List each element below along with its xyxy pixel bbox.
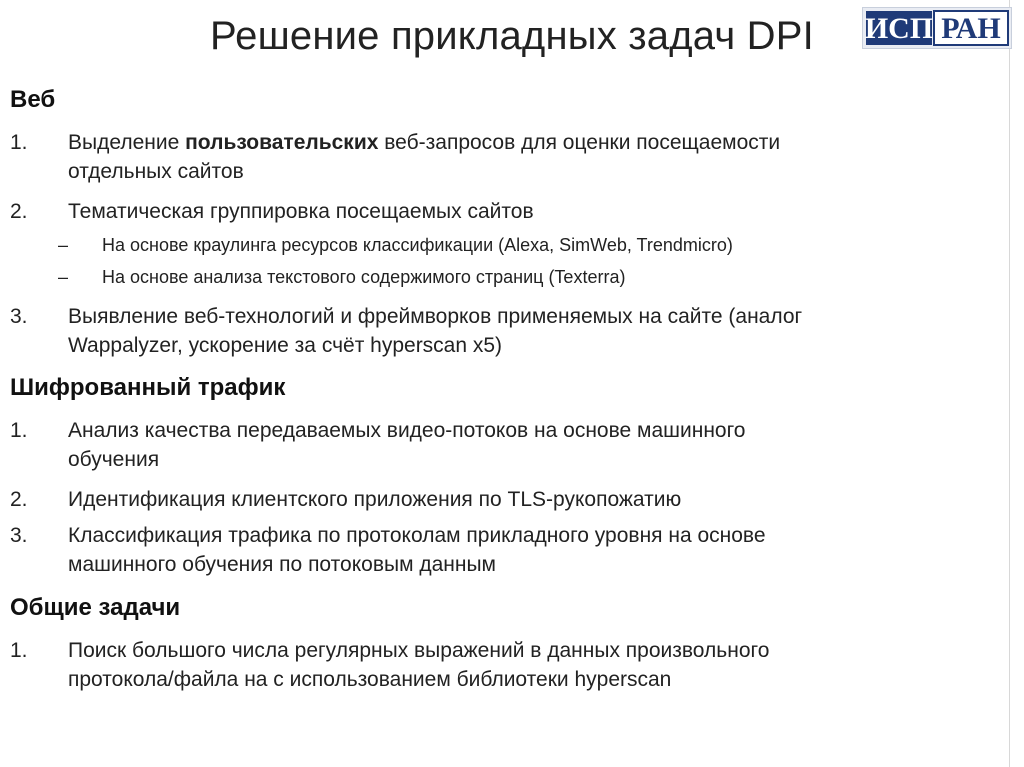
slide-title: Решение прикладных задач DPI bbox=[210, 14, 814, 58]
list-item bbox=[10, 485, 1000, 514]
item-number: 2. bbox=[10, 488, 28, 511]
list-item bbox=[10, 128, 1000, 186]
list-item bbox=[10, 521, 1000, 579]
item-number: 1. bbox=[10, 639, 28, 662]
sub-item-dash: – bbox=[58, 267, 69, 287]
section-heading-web: Веб bbox=[10, 86, 56, 113]
item-text: Выделение пользовательских веб-запросов для оценки посещаемости отдельных сайтов bbox=[68, 131, 781, 183]
item-text: Выявление веб-технологий и фреймворков применяемых на сайте (аналог Wappalyzer, ускорение за счёт hyperscan x5) bbox=[68, 305, 803, 357]
sub-list-item bbox=[58, 232, 988, 258]
slide-border bbox=[1009, 0, 1010, 767]
list-item bbox=[10, 636, 1000, 694]
item-number: 2. bbox=[10, 200, 28, 223]
item-text: Тематическая группировка посещаемых сайтов bbox=[68, 200, 534, 223]
section-heading-general-tasks: Общие задачи bbox=[10, 594, 181, 621]
item-number: 1. bbox=[10, 131, 28, 154]
item-number: 1. bbox=[10, 419, 28, 442]
list-item bbox=[10, 197, 1000, 226]
ispras-logo bbox=[862, 7, 1012, 49]
item-text: Классификация трафика по протоколам прикладного уровня на основе машинного обучения по потоковым данным bbox=[68, 524, 766, 576]
logo-part-isp: ИСП bbox=[864, 12, 934, 45]
item-number: 3. bbox=[10, 524, 28, 547]
list-item bbox=[10, 302, 1000, 360]
item-text: Поиск большого числа регулярных выражений в данных произвольного протокола/файла на с использованием библиотеки hyperscan bbox=[68, 639, 770, 691]
section-heading-encrypted-traffic: Шифрованный трафик bbox=[10, 374, 286, 401]
sub-item-dash: – bbox=[58, 235, 69, 255]
list-item bbox=[10, 416, 1000, 474]
sub-item-text: На основе анализа текстового содержимого страниц (Texterra) bbox=[102, 267, 626, 287]
ispras-logo-graphic bbox=[863, 8, 1011, 48]
logo-part-ran: РАН bbox=[941, 12, 1001, 45]
item-text: Идентификация клиентского приложения по TLS-рукопожатию bbox=[68, 488, 682, 511]
sub-list-item bbox=[58, 264, 988, 290]
item-emphasis: пользовательских bbox=[185, 131, 379, 154]
item-text: Анализ качества передаваемых видео-потоков на основе машинного обучения bbox=[68, 419, 746, 471]
item-number: 3. bbox=[10, 305, 28, 328]
sub-item-text: На основе краулинга ресурсов классификации (Alexa, SimWeb, Trendmicro) bbox=[102, 235, 733, 255]
